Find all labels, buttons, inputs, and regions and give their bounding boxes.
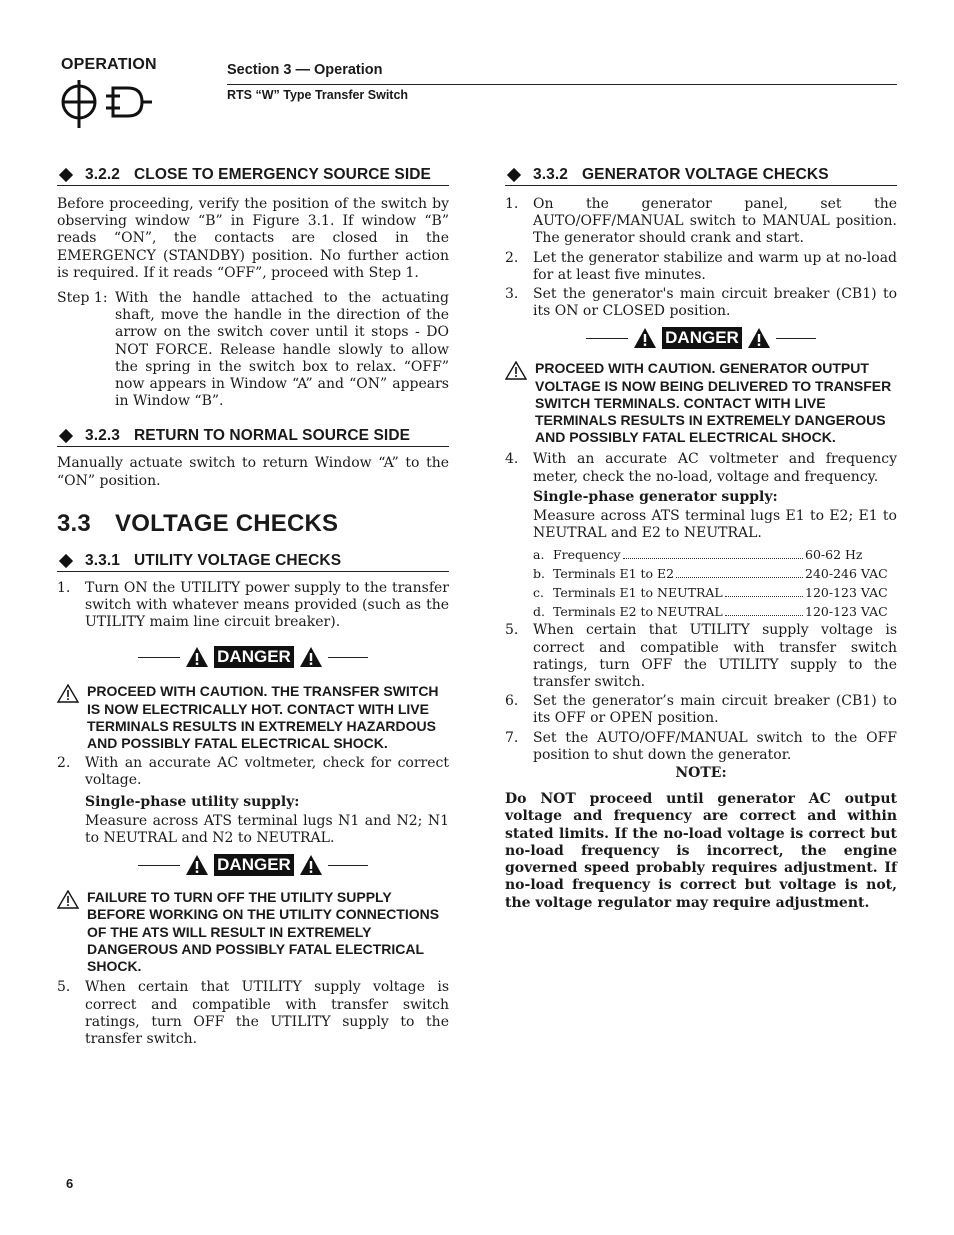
utility-steps-list xyxy=(57,755,449,847)
note-body: Do NOT proceed until generator AC output voltage and frequency are correct and within stated limits. If the no-load voltage is correct but no-load frequency is incorrect, the engine governed speed probably requires adjustment. If no-load frequency is correct but voltage is not, the voltage regulator may require adjustment. xyxy=(505,791,897,911)
heading-3-3-2: 3.3.2 GENERATOR VOLTAGE CHECKS xyxy=(505,166,897,186)
step-1: Step 1: With the handle attached to the actuating shaft, move the handle in the direction of the arrow on the switch cover until it stops - DO NOT FORCE. Release handle slowly to allow the spring in the switch box to relax. “OFF” now appears in Window “A” and “ON” appears in Window “B”. xyxy=(57,290,449,410)
warning-triangle-icon xyxy=(299,646,323,668)
section-title: Section 3 — Operation xyxy=(227,62,383,78)
supply-heading: Single-phase generator supply: xyxy=(533,488,778,505)
voltage-spec-table xyxy=(505,545,897,621)
generator-steps-list xyxy=(505,622,897,764)
danger-warning: FAILURE TO TURN OFF THE UTILITY SUPPLY BEFORE WORKING ON THE UTILITY CONNECTIONS OF THE ATS WILL RESULT IN EXTREMELY DANGEROUS AND POSSIBLY FATAL ELECTRICAL SHOCK. xyxy=(57,889,449,975)
diamond-bullet-icon xyxy=(59,554,73,568)
utility-steps-list xyxy=(57,580,449,632)
list-item: 7. Set the AUTO/OFF/MANUAL switch to the OFF position to shut down the generator. xyxy=(505,729,897,763)
danger-label: DANGER xyxy=(214,854,294,876)
danger-banner xyxy=(57,645,449,669)
heading-3-2-2: 3.2.2 CLOSE TO EMERGENCY SOURCE SIDE xyxy=(57,166,449,186)
warning-triangle-icon xyxy=(185,854,209,876)
list-item: 1. On the generator panel, set the AUTO/OFF/MANUAL switch to MANUAL position. The generator should crank and start. xyxy=(505,196,897,247)
diamond-bullet-icon xyxy=(507,168,521,182)
danger-banner xyxy=(57,853,449,877)
note-heading: NOTE: xyxy=(675,765,727,782)
spec-row: c. Terminals E1 to NEUTRAL 120-123 VAC xyxy=(533,585,888,601)
heading-3-3: 3.3 VOLTAGE CHECKS xyxy=(57,509,339,537)
list-item: 4. With an accurate AC voltmeter and frequency meter, check the no-load, voltage and frequency. Single-phase generator supply: Measure across ATS terminal lugs E1 to E2; E1 to NEUTRAL and E2 to NEUTRAL. xyxy=(505,451,897,542)
list-item: 2. Let the generator stabilize and warm up at no-load for at least five minutes. xyxy=(505,249,897,283)
paragraph: Before proceeding, verify the position of the switch by observing window “B” in Figure 3.1. If window “B” reads “ON”, the contacts are closed in the EMERGENCY (STANDBY) position. No further action is required. If it reads “OFF”, proceed with Step 1. xyxy=(57,196,449,281)
warning-triangle-icon xyxy=(299,854,323,876)
spec-row: a. Frequency 60-62 Hz xyxy=(533,547,863,563)
right-column xyxy=(505,166,897,912)
paragraph: Manually actuate switch to return Window “A” to the “ON” position. xyxy=(57,455,449,489)
warning-triangle-icon xyxy=(747,327,771,349)
danger-label: DANGER xyxy=(662,327,742,349)
spec-row: b. Terminals E1 to E2 240-246 VAC xyxy=(533,566,888,582)
utility-steps-list xyxy=(57,979,449,1048)
diamond-bullet-icon xyxy=(59,429,73,443)
warning-triangle-icon xyxy=(57,684,79,703)
spec-row: d. Terminals E2 to NEUTRAL 120-123 VAC xyxy=(533,604,888,620)
left-column xyxy=(57,166,449,1048)
warning-triangle-icon xyxy=(185,646,209,668)
heading-3-3-1: 3.3.1 UTILITY VOLTAGE CHECKS xyxy=(57,552,449,572)
heading-3-2-3: 3.2.3 RETURN TO NORMAL SOURCE SIDE xyxy=(57,427,449,447)
header-rule xyxy=(227,84,897,85)
danger-label: DANGER xyxy=(214,646,294,668)
generator-steps-list xyxy=(505,196,897,320)
warning-triangle-icon xyxy=(633,327,657,349)
supply-heading: Single-phase utility supply: xyxy=(85,793,300,810)
switch-symbol-icon xyxy=(58,78,158,130)
page-number: 6 xyxy=(66,1176,74,1191)
list-item: 2. With an accurate AC voltmeter, check for correct voltage. Single-phase utility supply: Measure across ATS terminal lugs N1 and N2; N1 to NEUTRAL and N2 to NEUTRAL. xyxy=(57,755,449,847)
list-item: 1. Turn ON the UTILITY power supply to the transfer switch with whatever means provided (such as the UTILITY maim line circuit breaker). xyxy=(57,579,449,631)
danger-warning: PROCEED WITH CAUTION. THE TRANSFER SWITCH IS NOW ELECTRICALLY HOT. CONTACT WITH LIVE TERMINALS RESULTS IN EXTREMELY HAZARDOUS AND POSSIBLY FATAL ELECTRICAL SHOCK. xyxy=(57,683,449,752)
list-item: 5. When certain that UTILITY supply voltage is correct and compatible with transfer switch ratings, turn OFF the UTILITY supply to the transfer switch. xyxy=(57,979,449,1047)
danger-banner xyxy=(505,326,897,350)
diamond-bullet-icon xyxy=(59,168,73,182)
list-item: 5. When certain that UTILITY supply voltage is correct and compatible with transfer switch ratings, turn OFF the UTILITY supply to the transfer switch. xyxy=(505,622,897,691)
document-subtitle: RTS “W” Type Transfer Switch xyxy=(227,88,409,102)
list-item: 3. Set the generator's main circuit breaker (CB1) to its ON or CLOSED position. xyxy=(505,286,897,320)
warning-triangle-icon xyxy=(505,361,527,380)
danger-warning: PROCEED WITH CAUTION. GENERATOR OUTPUT VOLTAGE IS NOW BEING DELIVERED TO TRANSFER SWITCH TERMINALS. CONTACT WITH LIVE TERMINALS RESULTS IN EXTREMELY DANGEROUS AND POSSIBLY FATAL ELECTRICAL SHOCK. xyxy=(505,360,897,446)
generator-steps-list xyxy=(505,451,897,542)
operation-badge: OPERATION xyxy=(61,56,157,73)
warning-triangle-icon xyxy=(57,890,79,909)
list-item: 6. Set the generator’s main circuit breaker (CB1) to its OFF or OPEN position. xyxy=(505,693,897,727)
